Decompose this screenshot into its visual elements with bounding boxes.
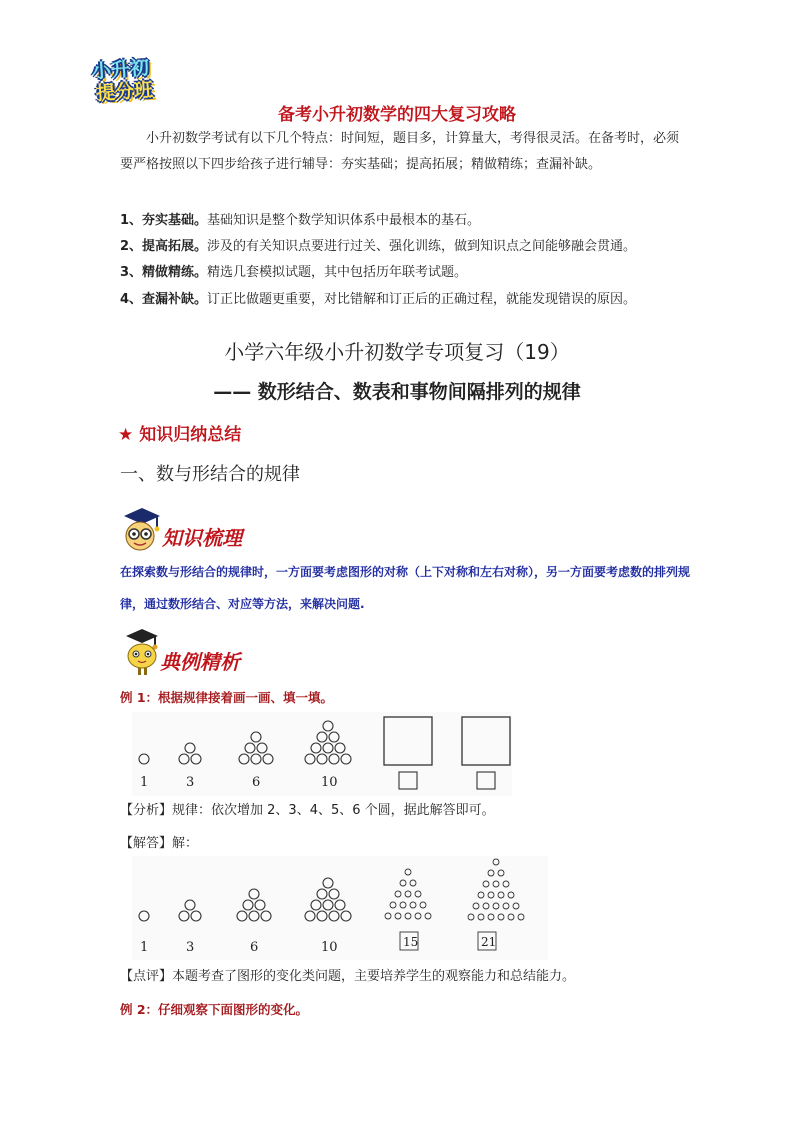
star-icon: ★: [118, 425, 134, 445]
answer-line: [120, 833, 700, 855]
scholar-icon: [118, 506, 166, 556]
intro-item-text: 精选几套模拟试题，其中包括历年联考试题。: [207, 265, 468, 280]
logo-line2: 提分班: [95, 78, 154, 105]
figure-label: 10: [321, 775, 338, 790]
intro-paragraph: 小升初数学考试有以下几个特点：时间短，题目多，计算量大，考得很灵活。在备考时，必须要严格按照以下四步给孩子进行辅导：夯实基础；提高拓展；精做精练；查漏补缺。: [120, 131, 680, 172]
scholar-icon: [118, 626, 166, 676]
logo-line1: 小升初: [91, 56, 150, 83]
knowledge-badge: [118, 506, 298, 556]
intro-item-2: [120, 234, 690, 260]
intro-item-text: 订正比做题更重要，对比错解和订正后的正确过程，就能发现错误的原因。: [207, 292, 637, 307]
analysis-tag: 【分析】: [120, 803, 173, 818]
examples-badge: [118, 626, 298, 676]
topic-title: 小学六年级小升初数学专项复习（19）: [224, 340, 570, 364]
examples-badge-label: 典例精析: [160, 650, 240, 674]
answer-label: 1: [140, 940, 149, 955]
intro-item-label: 3、精做精练。: [120, 265, 208, 280]
analysis-text: 规律：依次增加 2、3、4、5、6 个圆，据此解答即可。: [172, 803, 495, 818]
answer-label: 3: [186, 940, 195, 955]
section-title: 知识归纳总结: [139, 425, 242, 445]
intro-item-label: 1、夯实基础。: [120, 213, 208, 228]
intro-item-label: 2、提高拓展。: [120, 239, 208, 254]
comment-tag: 【点评】: [120, 969, 173, 984]
intro-item-text: 基础知识是整个数学知识体系中最根本的基石。: [207, 213, 481, 228]
knowledge-text: 在探索数与形结合的规律时，一方面要考虑图形的对称（上下对称和左右对称），另一方面要考虑数的排列规律，通过数形结合、对应等方法，来解决问题.: [120, 565, 691, 611]
example2-title: 例 2：仔细观察下面图形的变化。: [120, 1002, 309, 1017]
intro-item-text: 涉及的有关知识点要进行过关、强化训练，做到知识点之间能够融会贯通。: [207, 239, 637, 254]
comment-line: [120, 966, 700, 988]
analysis-line: [120, 800, 700, 822]
intro-item-3: [120, 260, 690, 286]
answer-label: 10: [321, 940, 338, 955]
knowledge-badge-label: 知识梳理: [162, 526, 242, 550]
answer-label: 21: [481, 935, 497, 949]
page-title: 备考小升初数学的四大复习攻略: [278, 105, 516, 125]
answer-text: 解：: [172, 836, 199, 851]
intro-item-4: [120, 287, 690, 313]
answer-label: 15: [403, 935, 419, 949]
topic-subtitle: —— 数形结合、数表和事物间隔排列的规律: [213, 381, 581, 403]
part-heading: 一、数与形结合的规律: [120, 464, 300, 485]
answer-label: 6: [250, 940, 259, 955]
section-heading: [118, 420, 241, 445]
comment-text: 本题考查了图形的变化类问题，主要培养学生的观察能力和总结能力。: [172, 969, 576, 984]
example1-title: 例 1：根据规律接着画一画、填一填。: [120, 690, 334, 705]
figure-label: 3: [186, 775, 195, 790]
answer-tag: 【解答】: [120, 836, 173, 851]
intro-item-label: 4、查漏补缺。: [120, 292, 208, 307]
figure-label: 6: [252, 775, 261, 790]
intro-item-1: [120, 208, 690, 234]
figure-label: 1: [140, 775, 149, 790]
